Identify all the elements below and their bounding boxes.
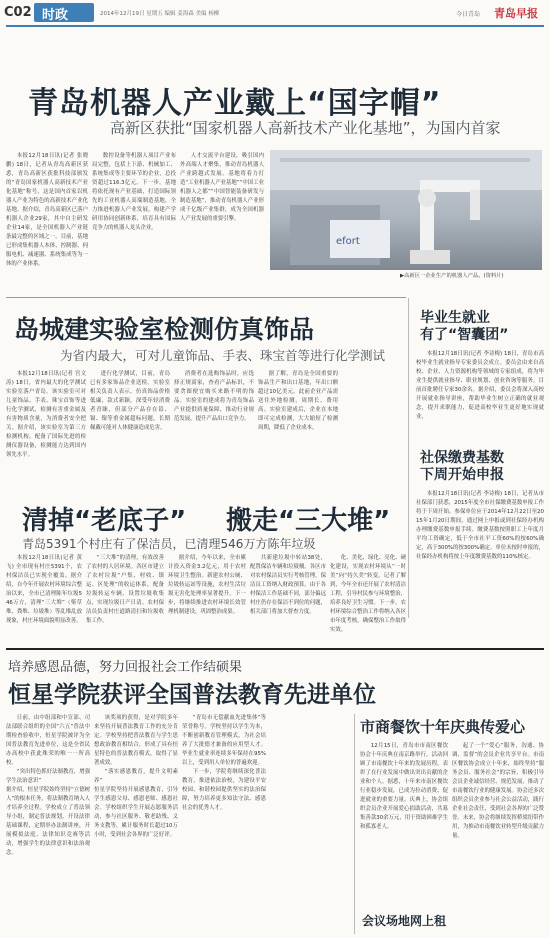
story2-col2 [90, 370, 170, 490]
story2-body-d: 据了解，青岛是全国重要的饰品生产和出口基地，年出口额超过10亿美元。此前企业产品需送往外地检测，周期长、费用高。实验室建成后，企业在本地即可完成检测，大大缩短了检测周期，降低了企业成本。 [258, 371, 338, 431]
story3-col4 [250, 554, 326, 644]
story2-col1 [6, 370, 86, 490]
story1-col1 [6, 152, 88, 292]
story5-body-a: 12月15日，青岛市市南区餐饮协会十年庆典在南京路举行。活动回顾了市南餐饮十年来的发展历程，表彰了在行业发展中做出突出贡献的企业和个人。据悉，十年来市南区餐饮行业稳步发展，已成为拉动消费、促进就业的重要力量。庆典上，协会组织会员企业开展爱心捐助活动，共募集善款30余万元，用于资助困难学生和孤寡老人。 [360, 743, 448, 830]
story1-body-right: 人才交流平台建设，吸引国内外高端人才聚集，推动青岛机器人产业跨越式发展。基地将着力打造“工业机器人产业基地”“中国工业机器人之都”“中国智能装备研发与制造基地”，推动青岛机器人产业形成千亿级产业集群，成为全国机器人产业发展的重要引擎。 [180, 153, 264, 222]
divider-1 [6, 297, 406, 298]
story1-caption: ▶高新区一企业生产的机器人产品。(资料片) [400, 273, 504, 279]
story5-bottom-heading: 会议场地网上租 [362, 914, 447, 928]
page-number: C02 [4, 5, 32, 20]
story1-col3 [180, 152, 264, 292]
sidebar-body-2: 本报12月18日讯(记者 李诗梅) 18日，记者从市社保部门获悉，2015年度全市社保缴费基数申报工作将于下周开始。参保单位应于2014年12月22日至2015年1月20日期间，通过网上申报或到社保经办机构办理缴费基数申报手续。缴费基数按照职工上年度月平均工资确定，低于全市社平工资60%的按60%确定，高于300%的按300%确定。单位未按时申报的，社保经办机构将按上年度缴费基数的110%核定。 [416, 491, 544, 560]
story5-col1 [360, 742, 448, 902]
story3-col2 [86, 554, 164, 644]
story2-body-a: 本报12月18日讯(记者 宫文涛) 18日，省内最大的化学测试实验室落户青岛。该实验室可对儿童饰品、手表、珠宝首饰等进行化学测试，检测有害重金属及有害物质含量，为消费者安全把关。据介绍，该实验室为第三方检测机构，配备了国际先进的检测仪器设备，检测能力达到国内领先水平。 [6, 371, 86, 458]
story4-body-b: 该奖项的获得，是对学院多年来坚持开展普法教育工作的充分肯定。学校坚持把普法教育与学生思想政治教育相结合，形成了具有恒星特色的普法教育模式，取得了显著成效。 [94, 715, 178, 766]
story5-body-b: 起了一个“爱心”服务，沟通、协调、监督”的会员企业共享平台。市南区餐饮协会成立十年来，始终坚持“服务会员、服务社会”的宗旨，积极引导会员企业诚信经营、规范发展，推动了市南餐饮行业的健康发展。协会还多次组织会员企业参与社会公益活动，践行企业社会责任，受到社会各界的广泛赞誉。未来，协会将继续发挥桥梁纽带作用，为推动市南餐饮业转型升级贡献力量。 [452, 743, 544, 839]
story3-col1 [6, 554, 82, 644]
sidebar-body-1: 本报12月18日讯(记者 李诗梅) 18日，青岛市高校毕业生就业指导专家委员会成立。委员会由来自高校、企业、人力资源机构等领域的专家组成，将为毕业生提供就业指导、职业规划、创业咨询等服务。目前首批聘任专家30余名。据介绍，委员会将深入高校开展就业指导讲座，帮助毕业生树立正确的就业观念，提升求职能力，促进高校毕业生更好地实现就业。 [416, 351, 544, 420]
story4-body-a: 日前，由中组部和中宣部、司法部联合组织的全国“六五”普法中期检查验收中，恒星学院被评为全国普法教育先进单位，这是全省民办高校中获此殊荣的唯一一所高校。 [6, 715, 90, 766]
story2-subtitle: 为省内最大，可对儿童饰品、手表、珠宝首等进行化学测试 [60, 348, 386, 363]
section-title: 时政 [42, 8, 69, 23]
paper-name-left: 今日青岛 [456, 11, 481, 18]
story1-col2 [92, 152, 176, 292]
sidebar-col-2 [416, 490, 544, 616]
story5-rule [354, 714, 355, 934]
story1-subtitle: 高新区获批“国家机器人高新技术产业化基地”，为国内首家 [110, 119, 501, 137]
svg-text:efort: efort [336, 236, 360, 247]
divider-2 [6, 648, 544, 650]
sidebar-title-1: 毕业生就业 有了“智囊团” [420, 310, 509, 343]
story4-body-c: “青岛市无偿献血先进集体”等荣誉称号。学校坚持以学生为本，不断创新教育管理模式，为社会培养了大批德才兼备的应用型人才。毕业生就业率连续多年保持在95%以上，受到用人单位的普遍欢迎。 [182, 715, 266, 766]
story1-body-mid: 数控设备等机器人项目产业布局完整，包括上下游、机械加工、系统集成等主要环节的企业，总投资超过116.3亿元。下一步，基地将依托现有产业基础，打造国际领先的工业机器人高端制造基地，全力推进机器人产业发展，构建产学研用协同创新体系，培育具有国际竞争力的机器人龙头企业。 [92, 153, 176, 231]
story4-kicker: 培养感恩品德，努力回报社会工作结硕果 [8, 660, 243, 675]
story3-col3 [168, 554, 246, 644]
story4-body-c2: 下一步，学院将继续深化普法教育，推进依法治校，为建设平安校园、和谐校园提供坚实的法治保障，努力培养更多知法守法、感恩社会的优秀人才。 [182, 769, 266, 811]
story5-title: 市商餐饮十年庆典传爱心 [360, 718, 526, 736]
section-badge [34, 3, 94, 22]
story3-title-b: 搬走“三大堆” [226, 506, 391, 536]
story3-col5 [330, 554, 406, 644]
story2-title: 岛城建实验室检测仿真饰品 [14, 315, 315, 344]
story4-body-b2: “落实感恩教育，提升文明素养” 恒星学院坚持开展感恩教育，引导学生感恩父母、感恩老师、感恩社会。学校组织学生开展志愿服务活动，参与社区服务、敬老助残、义务支教等，累计服务时长超过10万小时，受到社会各界的广泛好评。 [94, 769, 178, 838]
story2-col4 [258, 370, 338, 490]
header-rule [6, 25, 544, 27]
sidebar-col-1 [416, 350, 544, 442]
robot-image [270, 150, 542, 270]
sidebar-rule [408, 298, 409, 618]
story4-body-a2: “突出特色抓好法制教育，增强学生法治意识” 据介绍，恒星学院始终坚持“立德树人”的根本任务，将法制教育纳入人才培养全过程。学校成立了普法领导小组，制定普法规划，开设法律基础课程，定期举办法制讲座，开展模拟法庭、法律知识竞赛等活动，增强学生的法律意识和法治观念。 [6, 769, 90, 856]
story3-body-b: “三大堆”的清理，有效改善了农村的人居环境。各区市建立了农村垃圾“户集、村收、镇运、区处理”的收运体系，配备垃圾转运车辆，设置垃圾收集点，实现垃圾日产日清。农村保洁员负责村庄道路清扫和垃圾收集工作。 [86, 555, 164, 624]
story3-body-c: 据介绍，今年以来，全市累计投入资金3.2亿元，用于农村环境卫生整治。新建农村公厕、垃圾转运站等设施，农村生活垃圾无害化处理率显著提升。下一步，将继续推进农村环境长效管理机制建设，巩固整治成果。 [168, 555, 246, 615]
story3-body-e: 化、美化、绿化、亮化、硬化建设，实现农村环境从“一时美”向“持久美”转变。记者了解到，今年全市还开展了农村清洁工程，引导村民参与环境整治，培养良好卫生习惯。下一步，农村环境综合整治工作将纳入各区市年度考核，确保整治工作取得实效。 [330, 555, 406, 633]
story4-col3 [182, 714, 266, 936]
header-meta: 2014年12月19日 星期五 编辑 姜海森 美编 杨柳 [100, 11, 220, 17]
story4-col2 [94, 714, 178, 936]
story2-body-b: 进行化学测试，目前，青岛已有多家饰品企业送检。实验室相关负责人表示，仿真饰品价格低廉，款式新颖，深受年轻消费者青睐，但部分产品存在铅、镉、镍等重金属超标问题，长期佩戴可能对人体健康造成危害。 [90, 371, 170, 431]
paper-logo: 青岛早报 [494, 7, 538, 20]
story3-subtitle: 青岛5391个村庄有了保洁员，已清理546万方陈年垃圾 [22, 537, 316, 551]
story1-title: 青岛机器人产业戴上“国字帽” [28, 86, 442, 121]
story3-body-d: 共新建垃圾中转站38处，配置保洁车辆和垃圾桶。各区市对农村保洁员实行考核管理，保洁员工资纳入财政预算。由于各村保洁工作基础不同，部分偏远村庄仍存在保洁不到位的问题，相关部门将加大督查力度。 [250, 555, 326, 615]
story1-body-left: 本报12月18日讯(记者 张晓鹏) 18日，记者从青岛高新区获悉，青岛高新区获批科技部颁发的“青岛国家机器人高新技术产业化基地”称号，这是国内首家以机器人产业为特色的高新技术产业化基地。据介绍，青岛高新区已落户机器人企业29家，其中自主研发企业14家，是全国机器人产业链条最完整的区域之一。目前，基地已形成集机器人本体、控制器、伺服电机、减速器、系统集成等为一体的产业体系。 [6, 153, 88, 267]
story4-col1 [6, 714, 90, 936]
story3-body-a: 本报12月18日讯(记者 黄飞) 全市现有村庄5391个，农村保洁员已实现全覆盖。据介绍，自今年开展农村环境综合整治以来，全市已清理陈年垃圾546万方，清理“三大堆”（柴草堆、粪堆、垃圾堆）等乱堆乱放现象，村庄环境面貌明显改善。 [6, 555, 82, 624]
page-header [0, 0, 550, 26]
story4-title: 恒星学院获评全国普法教育先进单位 [8, 682, 376, 708]
sidebar-title-2: 社保缴费基数 下周开始申报 [420, 450, 504, 483]
robot-photo [270, 150, 542, 270]
story3-title-a: 清掉“老底子” [22, 506, 187, 536]
story2-body-c: 消费者在选购饰品时，应选择正规商家，查看产品标识，不要贪图便宜购买来路不明的饰品。实验室的建成将为青岛饰品产业提供质量保障，推动行业规范发展，提升产品出口竞争力。 [174, 371, 254, 422]
story2-col3 [174, 370, 254, 490]
story5-col2 [452, 742, 544, 932]
